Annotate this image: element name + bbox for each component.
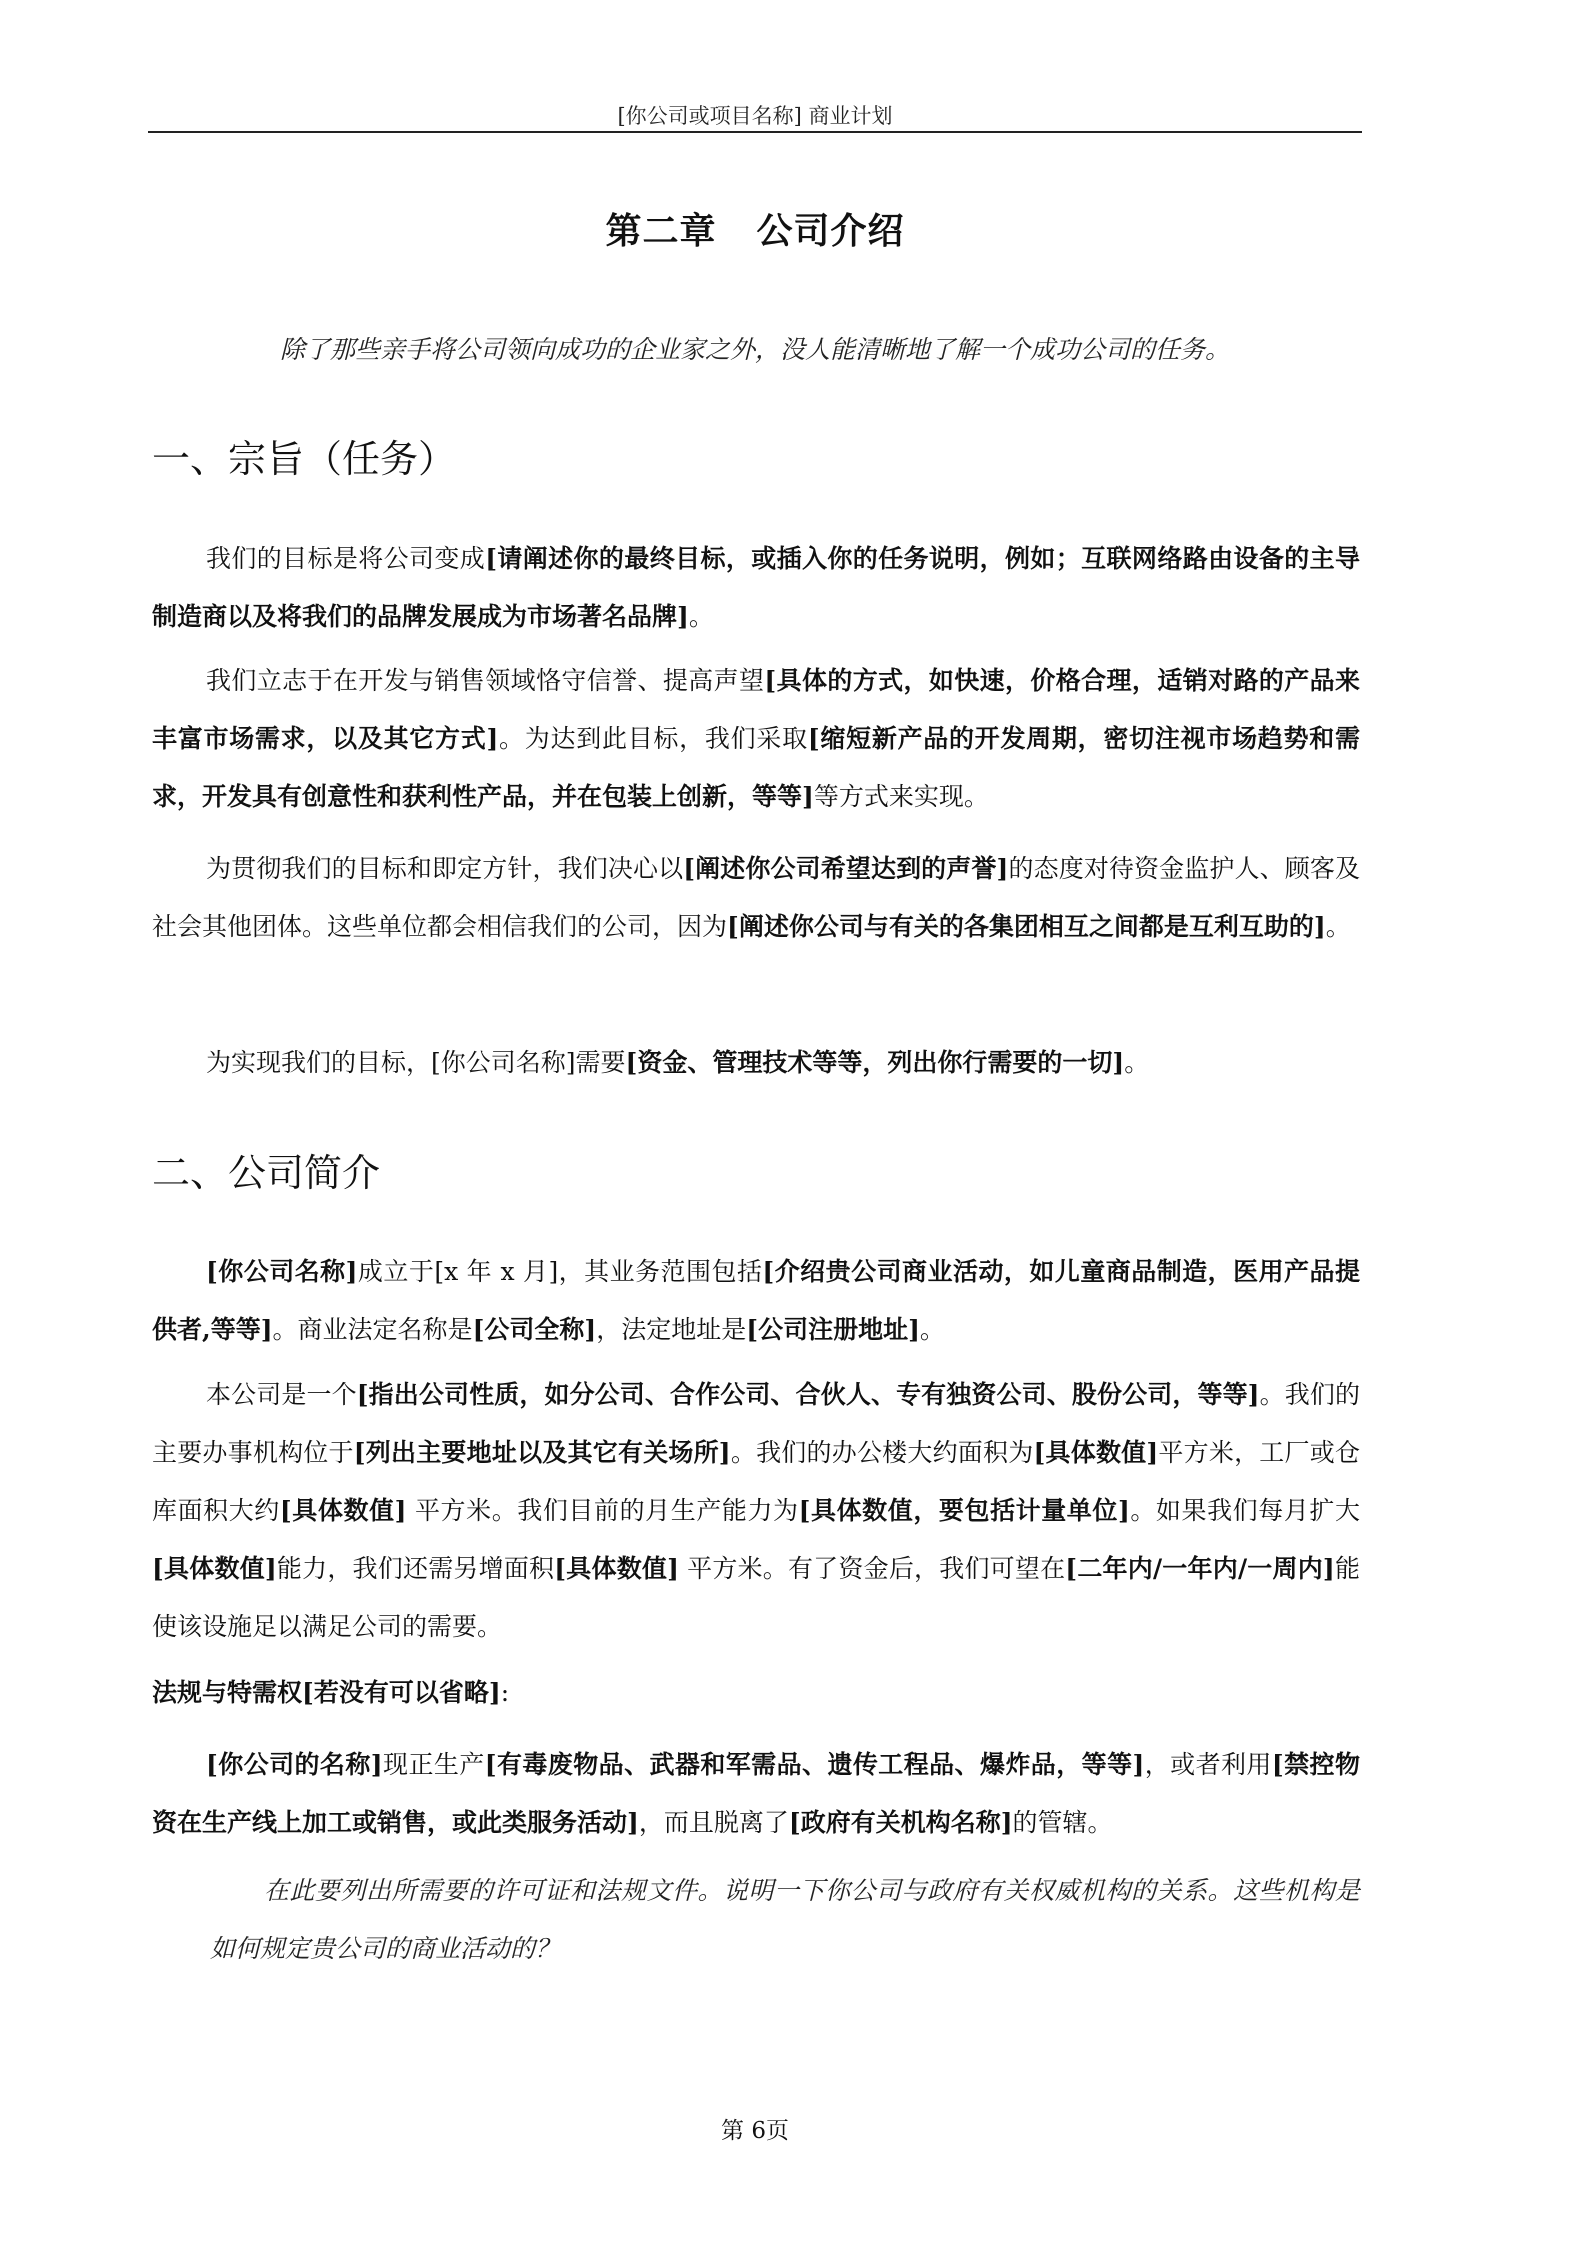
regulations-paragraph: [你公司的名称]现正生产[有毒废物品、武器和军需品、遗传工程品、爆炸品，等等]，或者利用[禁控物资在生产线上加工或销售，或此类服务活动]，而且脱离了[政府有关机构名称]的管辖。 (152, 1750, 1360, 1837)
profile-paragraph-1: [你公司名称]成立于[x 年 x 月]，其业务范围包括[介绍贵公司商业活动，如儿童商品制造，医用产品提供者,等等]。商业法定名称是[公司全称]，法定地址是[公司注册地址]。 (152, 1257, 1360, 1344)
header-rule (148, 131, 1362, 133)
regulations-note: 在此要列出所需要的许可证和法规文件。说明一下你公司与政府有关权威机构的关系。这些机构是如何规定贵公司的商业活动的？ (210, 1876, 1360, 1963)
chapter-title (148, 203, 1362, 254)
running-header: [你公司或项目名称] 商业计划 (617, 104, 893, 128)
section-heading-mission: 一、宗旨（任务） (152, 437, 457, 481)
mission-paragraph-1: 我们的目标是将公司变成[请阐述你的最终目标，或插入你的任务说明，例如；互联网络路由设备的主导制造商以及将我们的品牌发展成为市场著名品牌]。 (152, 544, 1360, 631)
page-number: 第 6页 (721, 2118, 789, 2144)
mission-paragraph-4: 为实现我们的目标，[你公司名称]需要[资金、管理技术等等，列出你行需要的一切]。 (206, 1048, 1150, 1077)
chapter-name: 公司介绍 (756, 211, 905, 252)
mission-paragraph-3: 为贯彻我们的目标和即定方针，我们决心以[阐述你公司希望达到的声誉]的态度对待资金监护人、顾客及社会其他团体。这些单位都会相信我们的公司，因为[阐述你公司与有关的各集团相互之间都是互利互助的]。 (152, 854, 1360, 941)
section-heading-profile: 二、公司简介 (152, 1151, 381, 1195)
chapter-number: 第二章 (605, 211, 717, 252)
regulations-heading: 法规与特需权[若没有可以省略]: (152, 1678, 510, 1707)
epigraph: 除了那些亲手将公司领向成功的企业家之外，没人能清晰地了解一个成功公司的任务。 (279, 335, 1230, 364)
mission-paragraph-2: 我们立志于在开发与销售领域恪守信誉、提高声望[具体的方式，如快速，价格合理，适销对路的产品来丰富市场需求，以及其它方式]。为达到此目标，我们采取[缩短新产品的开发周期，密切注视市场趋势和需求，开发具有创意性和获利性产品，并在包装上创新，等等]等方式来实现。 (152, 666, 1360, 811)
profile-paragraph-2: 本公司是一个[指出公司性质，如分公司、合作公司、合伙人、专有独资公司、股份公司，等等]。我们的主要办事机构位于[列出主要地址以及其它有关场所]。我们的办公楼大约面积为[具体数值]平方米，工厂或仓库面积大约[具体数值] 平方米。我们目前的月生产能力为[具体数值，要包括计量单位]。如果我们每月扩大[具体数值]能力，我们还需另增面积[具体数值] 平方米。有了资金后，我们可望在[二年内/一年内/一周内]能使该设施足以满足公司的需要。 (152, 1380, 1360, 1641)
